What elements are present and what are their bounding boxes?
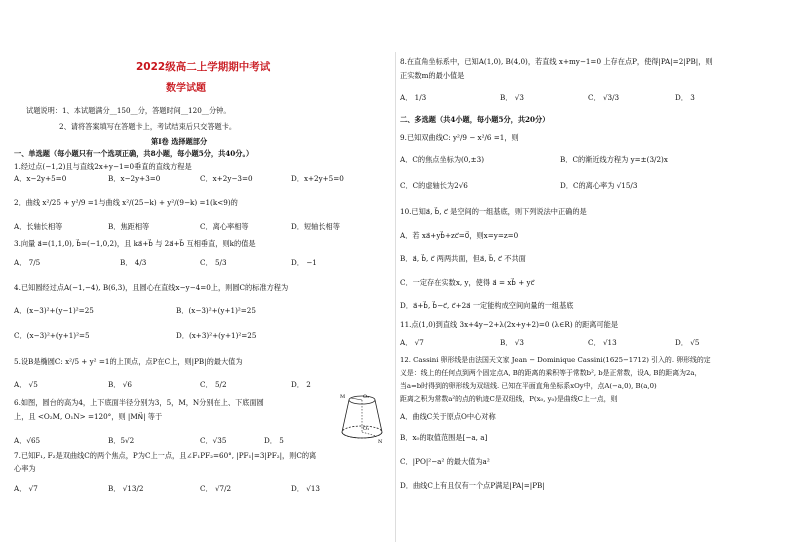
q3-option-c[interactable]: C． 5/3 <box>200 258 227 267</box>
q2-option-a[interactable]: A．长轴长相等 <box>14 222 63 231</box>
q9-option-b[interactable]: B．C的渐近线方程为 y=±(3/2)x <box>560 155 668 164</box>
q1-option-c[interactable]: C．x+2y−3=0 <box>200 174 253 183</box>
q1-option-d[interactable]: D．x+2y+5=0 <box>291 174 344 183</box>
q8-stem-line1: 8.在直角坐标系中，已知A(1,0), B(4,0)，若直线 x+my−1=0 上存在点P，使得|PA|=2|PB|，则 <box>400 57 713 66</box>
q8-option-c[interactable]: C． √3/3 <box>588 93 620 102</box>
q6-stem-line2: 上，且 <O₂M, O₁N> =120°，则 |MN⃗| 等于 <box>14 412 163 421</box>
q7-option-c[interactable]: C． √7/2 <box>200 484 232 493</box>
exam-title: 2022级高二上学期期中考试 <box>136 61 271 73</box>
q6-option-a[interactable]: A．√65 <box>14 436 41 445</box>
q5-option-b[interactable]: B． √6 <box>108 380 132 389</box>
exam-note-2: 2、请将答案填写在答题卡上，考试结束后只交答题卡。 <box>59 122 237 131</box>
q11-option-b[interactable]: B． √3 <box>500 338 524 347</box>
q7-stem-line1: 7.已知F₁, F₂是双曲线C的两个焦点，P为C上一点，且∠F₁PF₂=60°, |PF₁|=3|PF₂|，则C的离 <box>14 451 317 460</box>
section2-title: 二、多选题（共4小题，每小题5分，共20分） <box>400 115 550 124</box>
right-column <box>400 0 785 560</box>
exam-note-1: 试题说明：1、本试题满分__150__分，答题时间__120__分钟。 <box>26 106 231 115</box>
q2-option-c[interactable]: C．离心率相等 <box>200 222 249 231</box>
figure-label-m: M <box>340 394 346 400</box>
q12-stem-line4: 距离之积为常数a²的点的轨迹C是双纽线，P(x₀, y₀)是曲线C上一点，则 <box>400 395 618 403</box>
q5-option-c[interactable]: C． 5/2 <box>200 380 227 389</box>
column-divider <box>395 52 396 542</box>
frustum-figure <box>338 392 388 444</box>
q5-option-a[interactable]: A． √5 <box>14 380 38 389</box>
figure-label-o1: O₁ <box>363 426 370 432</box>
q1-stem: 1.经过点(−1,2)且与直线2x+y−1=0垂直的直线方程是 <box>14 162 192 171</box>
q6-option-c[interactable]: C．√35 <box>200 436 227 445</box>
q2-stem: 2．曲线 x²/25 + y²/9 =1与曲线 x²/(25−k) + y²/(9−k) =1(k<9)的 <box>14 198 238 207</box>
figure-label-n: N <box>378 439 383 444</box>
q11-option-d[interactable]: D． √5 <box>675 338 700 347</box>
q12-stem-line1: 12. Cassini 卵形线是由法国天文家 Jean − Dominique Cassini(1625−1712) 引入的. 卵形线的定 <box>400 356 711 364</box>
q3-option-d[interactable]: D． −1 <box>291 258 317 267</box>
q4-option-b[interactable]: B．(x−3)²+(y+1)²=25 <box>176 306 256 315</box>
q11-stem: 11.点(1,0)到直线 3x+4y−2+λ(2x+y+2)=0 (λ∈R) 的距离可能是 <box>400 320 619 329</box>
q3-option-b[interactable]: B． 4/3 <box>120 258 147 267</box>
q12-option-b[interactable]: B．x₀的取值范围是[−a, a] <box>400 433 488 442</box>
q4-stem: 4.已知圆经过点A(−1,−4), B(6,3)，且圆心在直线x−y−4=0上，则圆C的标准方程为 <box>14 283 289 292</box>
q10-option-b[interactable]: B．a⃗, b⃗, c⃗ 两两共面，但a⃗, b⃗, c⃗ 不共面 <box>400 254 526 263</box>
q1-option-b[interactable]: B．x−2y+3=0 <box>108 174 161 183</box>
q8-option-d[interactable]: D． 3 <box>675 93 695 102</box>
q9-stem: 9.已知双曲线C: y²/9 − x²/6 =1，则 <box>400 133 519 142</box>
q5-stem: 5.设B是椭圆C: x²/5 + y² =1的上顶点，点P在C上，则|PB|的最大值为 <box>14 357 243 366</box>
q4-option-a[interactable]: A．(x−3)²+(y−1)²=25 <box>14 306 94 315</box>
q12-option-a[interactable]: A．曲线C关于原点O中心对称 <box>400 412 496 421</box>
q2-option-b[interactable]: B．焦距相等 <box>108 222 150 231</box>
q7-stem-line2: 心率为 <box>14 464 36 473</box>
q3-option-a[interactable]: A． 7/5 <box>14 258 41 267</box>
q12-stem-line2: 义是：线上的任何点到两个固定点A, B的距离的乘积等于常数b², b是正常数，设A, B的距离为2a， <box>400 369 702 377</box>
q8-option-b[interactable]: B． √3 <box>500 93 524 102</box>
left-column <box>8 0 393 560</box>
q5-option-d[interactable]: D． 2 <box>291 380 311 389</box>
q11-option-c[interactable]: C． √13 <box>588 338 617 347</box>
q9-option-d[interactable]: D．C的离心率为 √15/3 <box>560 181 638 190</box>
q2-option-d[interactable]: D．短轴长相等 <box>291 222 340 231</box>
q7-option-b[interactable]: B． √13/2 <box>108 484 144 493</box>
section1-title: 一、单选题（每小题只有一个选项正确，共8小题，每小题5分，共40分。） <box>14 149 254 158</box>
q12-option-d[interactable]: D．曲线C上有且仅有一个点P满足|PA|=|PB| <box>400 481 545 490</box>
q12-stem-line3: 当a=b时得到的卵形线为双纽线. 已知在平面直角坐标系xOy中，点A(−a,0), B(a,0) <box>400 382 657 390</box>
q1-option-a[interactable]: A．x−2y+5=0 <box>14 174 67 183</box>
q10-option-d[interactable]: D．a⃗+b⃗, b⃗−c⃗, c⃗+2a⃗ 一定能构成空间向量的一组基底 <box>400 301 574 310</box>
q7-option-a[interactable]: A． √7 <box>14 484 38 493</box>
q8-option-a[interactable]: A． 1/3 <box>400 93 427 102</box>
q7-option-d[interactable]: D． √13 <box>291 484 320 493</box>
q10-stem: 10.已知a⃗, b⃗, c⃗ 是空间的一组基底，则下列说法中正确的是 <box>400 207 587 216</box>
q3-stem: 3.向量 a⃗=(1,1,0), b⃗=(−1,0,2)，且 ka⃗+b⃗ 与 2a⃗+b⃗ 互相垂直，则k的值是 <box>14 239 256 248</box>
q10-option-c[interactable]: C．一定存在实数x, y，使得 a⃗ = xb⃗ + yc⃗ <box>400 278 535 287</box>
q10-option-a[interactable]: A．若 xa⃗+yb⃗+zc⃗=0⃗，则x=y=z=0 <box>400 231 519 240</box>
exam-subject: 数学试题 <box>166 83 206 94</box>
q4-option-c[interactable]: C．(x−3)²+(y+1)²=5 <box>14 331 90 340</box>
q12-option-c[interactable]: C．|PO|²−a² 的最大值为a² <box>400 457 490 466</box>
q9-option-c[interactable]: C．C的虚轴长为2√6 <box>400 181 468 190</box>
q8-stem-line2: 正实数m的最小值是 <box>400 71 465 80</box>
q6-option-d[interactable]: D． 5 <box>264 436 284 445</box>
figure-label-o2: O₂ <box>363 394 370 400</box>
part1-title: 第Ⅰ卷 选择题部分 <box>151 137 208 146</box>
q4-option-d[interactable]: D．(x+3)²+(y+1)²=25 <box>176 331 257 340</box>
q9-option-a[interactable]: A．C的焦点坐标为(0,±3) <box>400 155 485 164</box>
q6-option-b[interactable]: B．5√2 <box>108 436 135 445</box>
q11-option-a[interactable]: A． √7 <box>400 338 424 347</box>
q6-stem-line1: 6.如图，圆台的高为4，上下底面半径分别为3，5，M，N分别在上、下底面圆 <box>14 398 264 407</box>
